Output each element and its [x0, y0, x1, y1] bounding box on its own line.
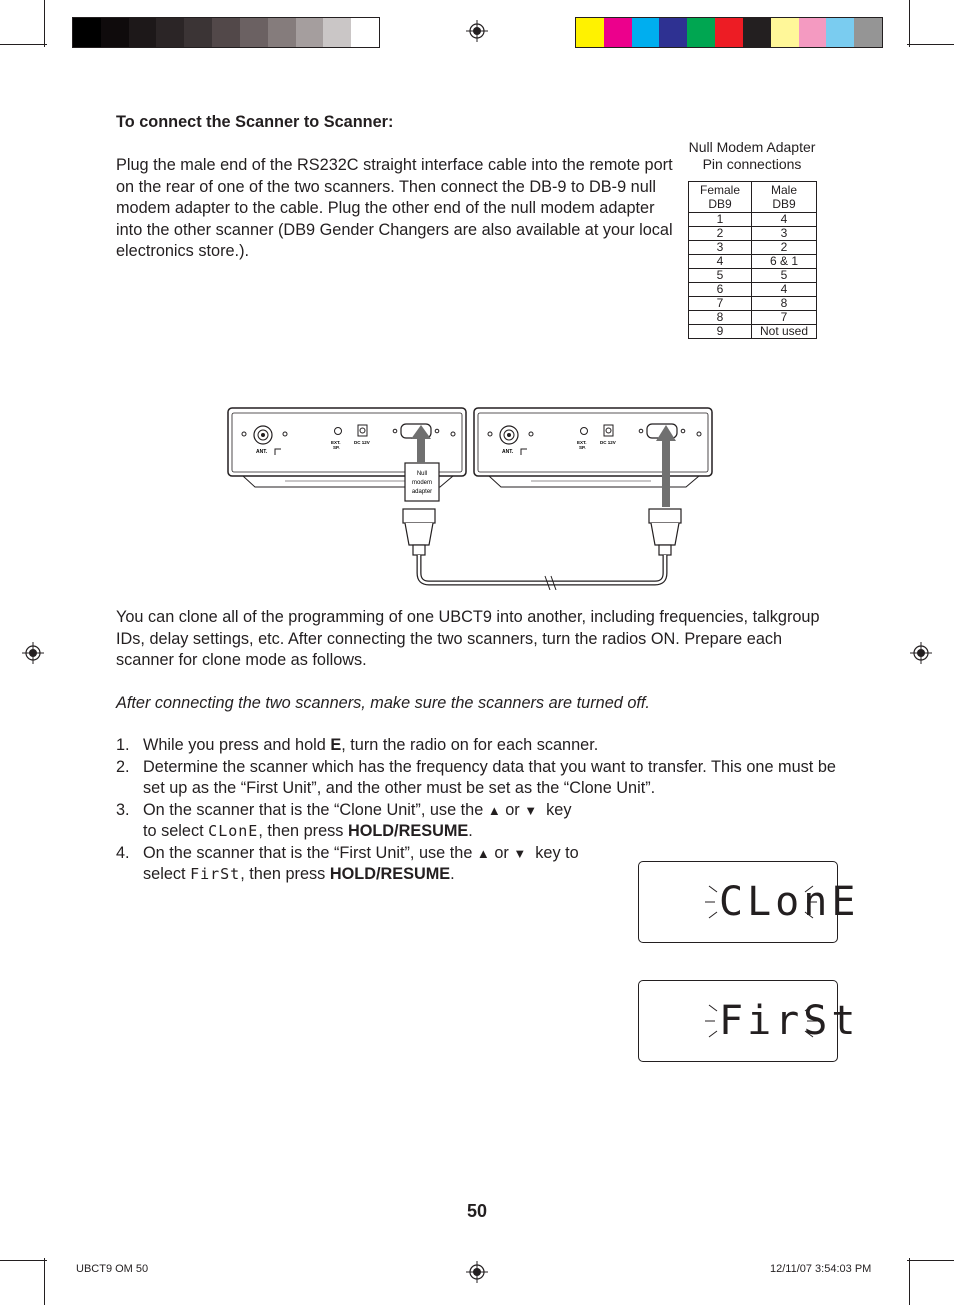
first-segment-display: FirSt — [190, 865, 241, 883]
process-swatch — [743, 18, 771, 47]
female-pin: 5 — [689, 269, 752, 283]
db9-connector-right — [649, 509, 681, 555]
process-swatch — [854, 18, 882, 47]
null-modem-adapter — [405, 463, 439, 501]
female-pin: 7 — [689, 297, 752, 311]
pin-connections-table — [688, 181, 817, 339]
crop-mark — [44, 1258, 45, 1305]
ext-sp-label: EXT. — [331, 440, 341, 445]
crop-mark — [909, 0, 910, 47]
grayscale-swatch — [184, 18, 212, 47]
step-item: 4. On the scanner that is the “First Unit”, use the ▲ or ▼ key to select FirSt, then press HOLD/RESUME. — [116, 843, 579, 883]
male-header: Male DB9 — [752, 182, 817, 213]
crop-mark — [0, 1260, 47, 1261]
down-arrow-icon: ▼ — [524, 802, 538, 818]
registration-mark-icon — [910, 642, 932, 664]
lcd-display-clone — [638, 861, 860, 943]
process-swatch — [799, 18, 827, 47]
db9-connector-left — [403, 509, 435, 555]
registration-mark-icon — [22, 642, 44, 664]
female-pin: 8 — [689, 311, 752, 325]
grayscale-swatch — [323, 18, 351, 47]
pin-table-title-line2: Pin connections — [702, 156, 802, 172]
pin-row — [689, 283, 817, 297]
dc-label: DC 12V — [354, 440, 370, 445]
lcd-text: FirSt — [719, 998, 860, 1044]
pin-row — [689, 325, 817, 339]
crop-mark — [909, 1258, 910, 1305]
male-pin: 3 — [752, 227, 817, 241]
step-item: 1. While you press and hold E, turn the radio on for each scanner. — [116, 736, 599, 754]
female-pin: 3 — [689, 241, 752, 255]
step-item: 3. On the scanner that is the “Clone Unit”, use the ▲ or ▼ key to select CLonE, then press HOLD/RESUME. — [116, 800, 572, 840]
lcd-display-first — [638, 980, 860, 1062]
grayscale-swatch — [129, 18, 157, 47]
grayscale-swatch — [268, 18, 296, 47]
ant-label: ANT. — [502, 449, 514, 455]
male-pin: 6 & 1 — [752, 255, 817, 269]
male-pin: 4 — [752, 283, 817, 297]
ext-sp-label: SP. — [333, 445, 340, 450]
grayscale-swatch — [296, 18, 324, 47]
female-header: Female DB9 — [689, 182, 752, 213]
male-pin: 2 — [752, 241, 817, 255]
footer-right: 12/11/07 3:54:03 PM — [770, 1263, 872, 1275]
male-pin: Not used — [752, 325, 817, 339]
grayscale-swatch — [212, 18, 240, 47]
process-swatch — [632, 18, 660, 47]
female-pin: 2 — [689, 227, 752, 241]
null-modem-label: Null — [416, 471, 428, 477]
pin-row — [689, 297, 817, 311]
grayscale-swatch — [73, 18, 101, 47]
process-swatch — [715, 18, 743, 47]
up-arrow-icon: ▲ — [476, 845, 490, 861]
down-arrow-icon: ▼ — [513, 845, 527, 861]
ext-sp-label: EXT. — [577, 440, 587, 445]
ant-label: ANT. — [256, 449, 268, 455]
lcd-text: CLonE — [719, 879, 860, 925]
step-item: 2. Determine the scanner which has the frequency data that you want to transfer. This one must be set up as the “First Unit”, and the other must be set as the “Clone Unit”. — [116, 757, 836, 797]
footer-left: UBCT9 OM 50 — [76, 1263, 149, 1275]
process-swatch — [576, 18, 604, 47]
male-pin: 8 — [752, 297, 817, 311]
pin-table-title-line1: Null Modem Adapter — [688, 139, 816, 155]
up-arrow-icon: ▲ — [487, 802, 501, 818]
female-pin: 1 — [689, 213, 752, 227]
scanner-2 — [474, 408, 712, 487]
section-heading: To connect the Scanner to Scanner: — [116, 113, 394, 131]
process-swatch — [659, 18, 687, 47]
pin-row — [689, 241, 817, 255]
female-pin: 9 — [689, 325, 752, 339]
serial-cable — [419, 555, 665, 583]
clone-segment-display: CLonE — [208, 822, 259, 840]
grayscale-color-bar — [72, 17, 380, 48]
grayscale-swatch — [240, 18, 268, 47]
crop-mark — [907, 44, 954, 45]
male-pin: 5 — [752, 269, 817, 283]
grayscale-swatch — [156, 18, 184, 47]
crop-mark — [44, 0, 45, 47]
pin-row — [689, 311, 817, 325]
process-swatch — [826, 18, 854, 47]
process-swatch — [771, 18, 799, 47]
registration-mark-icon — [466, 20, 488, 42]
pin-row — [689, 255, 817, 269]
crop-mark — [907, 1260, 954, 1261]
clone-paragraph: You can clone all of the programming of one UBCT9 into another, including frequencies, talkgroup IDs, delay settings, etc. After connecting the two scanners, turn the radios ON. Prepare each scanner for clone mode as follows. — [116, 608, 820, 669]
scanner-connection-diagram — [225, 405, 717, 590]
process-color-bar — [575, 17, 883, 48]
intro-paragraph: Plug the male end of the RS232C straight interface cable into the remote port on the rear of one of the two scanners. Then connect the DB-9 to DB-9 null modem adapter to the cable. Plug the other end of the null modem adapter into the other scanner (DB9 Gender Changers are also available at your local electronics store.). — [116, 156, 673, 260]
registration-mark-icon — [466, 1261, 488, 1283]
grayscale-swatch — [101, 18, 129, 47]
page-number: 50 — [466, 1201, 488, 1221]
pin-row — [689, 213, 817, 227]
italic-note: After connecting the two scanners, make sure the scanners are turned off. — [116, 694, 650, 712]
ext-sp-label: SP. — [579, 445, 586, 450]
grayscale-swatch — [351, 18, 379, 47]
process-swatch — [604, 18, 632, 47]
pin-row — [689, 269, 817, 283]
female-pin: 6 — [689, 283, 752, 297]
null-modem-label: modem — [411, 480, 433, 486]
crop-mark — [0, 44, 47, 45]
dc-label: DC 12V — [600, 440, 616, 445]
process-swatch — [687, 18, 715, 47]
pin-row — [689, 227, 817, 241]
male-pin: 7 — [752, 311, 817, 325]
pin-table-title — [667, 139, 837, 173]
male-pin: 4 — [752, 213, 817, 227]
null-modem-label: adapter — [411, 489, 433, 495]
female-pin: 4 — [689, 255, 752, 269]
